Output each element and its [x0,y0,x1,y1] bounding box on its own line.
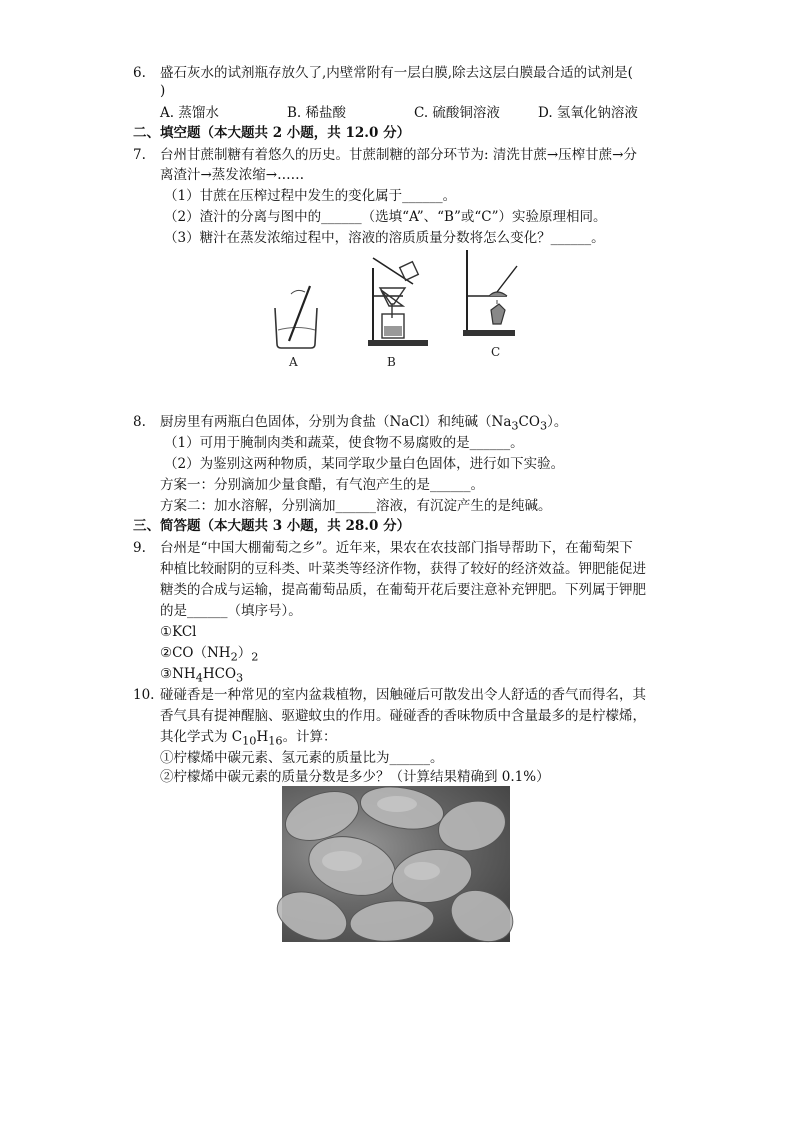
q8-stem-mid: CO [518,414,540,430]
q9-line4: 的是______（填序号）。 [160,603,302,619]
q9-line3: 糖类的合成与运输，提高葡萄品质，在葡萄开花后要注意补充钾肥。下列属于钾肥 [160,582,646,598]
q7-sub2: （2）渣汁的分离与图中的______（选填“A”、“B”或“C”）实验原理相同。 [164,209,607,225]
q7-figure [265,248,565,378]
q9-opt3-sub: 4 [195,671,203,685]
q8-sub1: （1）可用于腌制肉类和蔬菜，使食物不易腐败的是______。 [164,435,524,451]
q7-stem-line2: 离渣汁→蒸发浓缩→…… [160,167,305,183]
q8-stem-post: ）。 [547,414,568,430]
q6-option-a: A. 蒸馏水 [160,105,219,121]
q9-opt3-pre: ③NH [160,666,196,682]
q7-sub1: （1）甘蔗在压榨过程中发生的变化属于______。 [164,188,457,204]
q9-opt2-mid: ） [237,645,252,661]
figure-a-beaker [275,286,317,369]
q10-line1: 碰碰香是一种常见的室内盆栽植物，因触碰后可散发出令人舒适的香气而得名，其 [160,687,646,703]
q6-number: 6. [133,65,146,81]
q9-option1: ①KCl [160,624,197,640]
q8-plan1: 方案一：分别滴加少量食醋，有气泡产生的是______。 [160,477,484,493]
plant-leaves-image [282,786,510,942]
q8-number: 8. [133,414,146,430]
q8-stem-sub: 3 [511,419,519,433]
q10-line3 [160,728,337,751]
q9-opt2-sub2: 2 [251,650,259,664]
figure-c-evaporation [463,250,517,359]
q9-opt2-sub: 2 [230,650,238,664]
q10-line3-post: 。计算： [282,729,337,745]
q10-number: 10. [133,687,155,703]
q9-line1: 台州是“中国大棚葡萄之乡”。近年来，果农在农技部门指导帮助下，在葡萄架下 [160,540,633,556]
q8-stem-pre: 厨房里有两瓶白色固体，分别为食盐（NaCl）和纯碱（Na [160,414,512,430]
q9-opt2-pre: ②CO（NH [160,645,231,661]
q10-line3-sub2: 16 [268,734,283,748]
section3-title: 三、简答题（本大题共 3 小题，共 28.0 分） [133,518,411,534]
q9-opt3-post: HCO [202,666,237,682]
q7-sub3: （3）糖汁在蒸发浓缩过程中，溶液的溶质质量分数将怎么变化？______。 [164,230,605,246]
q10-item2: ②柠檬烯中碳元素的质量分数是多少？（计算结果精确到 0.1%） [160,769,550,785]
q6-option-c: C. 硫酸铜溶液 [414,105,500,121]
figure-label-b: B [387,355,396,369]
figure-b-filtration [368,258,428,369]
q8-sub2: （2）为鉴别这两种物质，某同学取少量白色固体，进行如下实验。 [164,456,565,472]
q10-item1: ①柠檬烯中碳元素、氢元素的质量比为______。 [160,750,444,766]
section2-title: 二、填空题（本大题共 2 小题，共 12.0 分） [133,125,411,141]
q6-option-b: B. 稀盐酸 [287,105,347,121]
q6-option-d: D. 氢氧化钠溶液 [538,105,638,121]
q10-line3-pre: 其化学式为 C [160,729,243,745]
q7-number: 7. [133,147,146,163]
q7-stem-line1: 台州甘蔗制糖有着悠久的历史。甘蔗制糖的部分环节为: 清洗甘蔗→压榨甘蔗→分 [160,147,637,163]
figure-label-c: C [491,345,501,359]
q8-stem [160,413,567,436]
plant-photo [282,786,510,942]
q6-stem-line2: ) [160,83,166,99]
q8-plan2: 方案二：加水溶解，分别滴加______溶液，有沉淀产生的是纯碱。 [160,498,552,514]
q9-number: 9. [133,540,146,556]
q8-stem-sub2: 3 [539,419,548,433]
q9-option2 [160,644,258,667]
q10-line3-mid: H [256,729,269,745]
q6-stem-line1: 盛石灰水的试剂瓶存放久了,内壁常附有一层白膜,除去这层白膜最合适的试剂是( [160,65,633,81]
q9-option3 [160,665,243,688]
q10-line2: 香气具有提神醒脑、驱避蚊虫的作用。碰碰香的香味物质中含量最多的是柠檬烯， [160,708,646,724]
q9-line2: 种植比较耐阴的豆科类、叶菜类等经济作物，获得了较好的经济效益。钾肥能促进 [160,561,646,577]
q10-line3-sub: 10 [242,734,257,748]
figure-label-a: A [289,355,298,369]
q9-opt3-sub2: 3 [236,671,244,685]
